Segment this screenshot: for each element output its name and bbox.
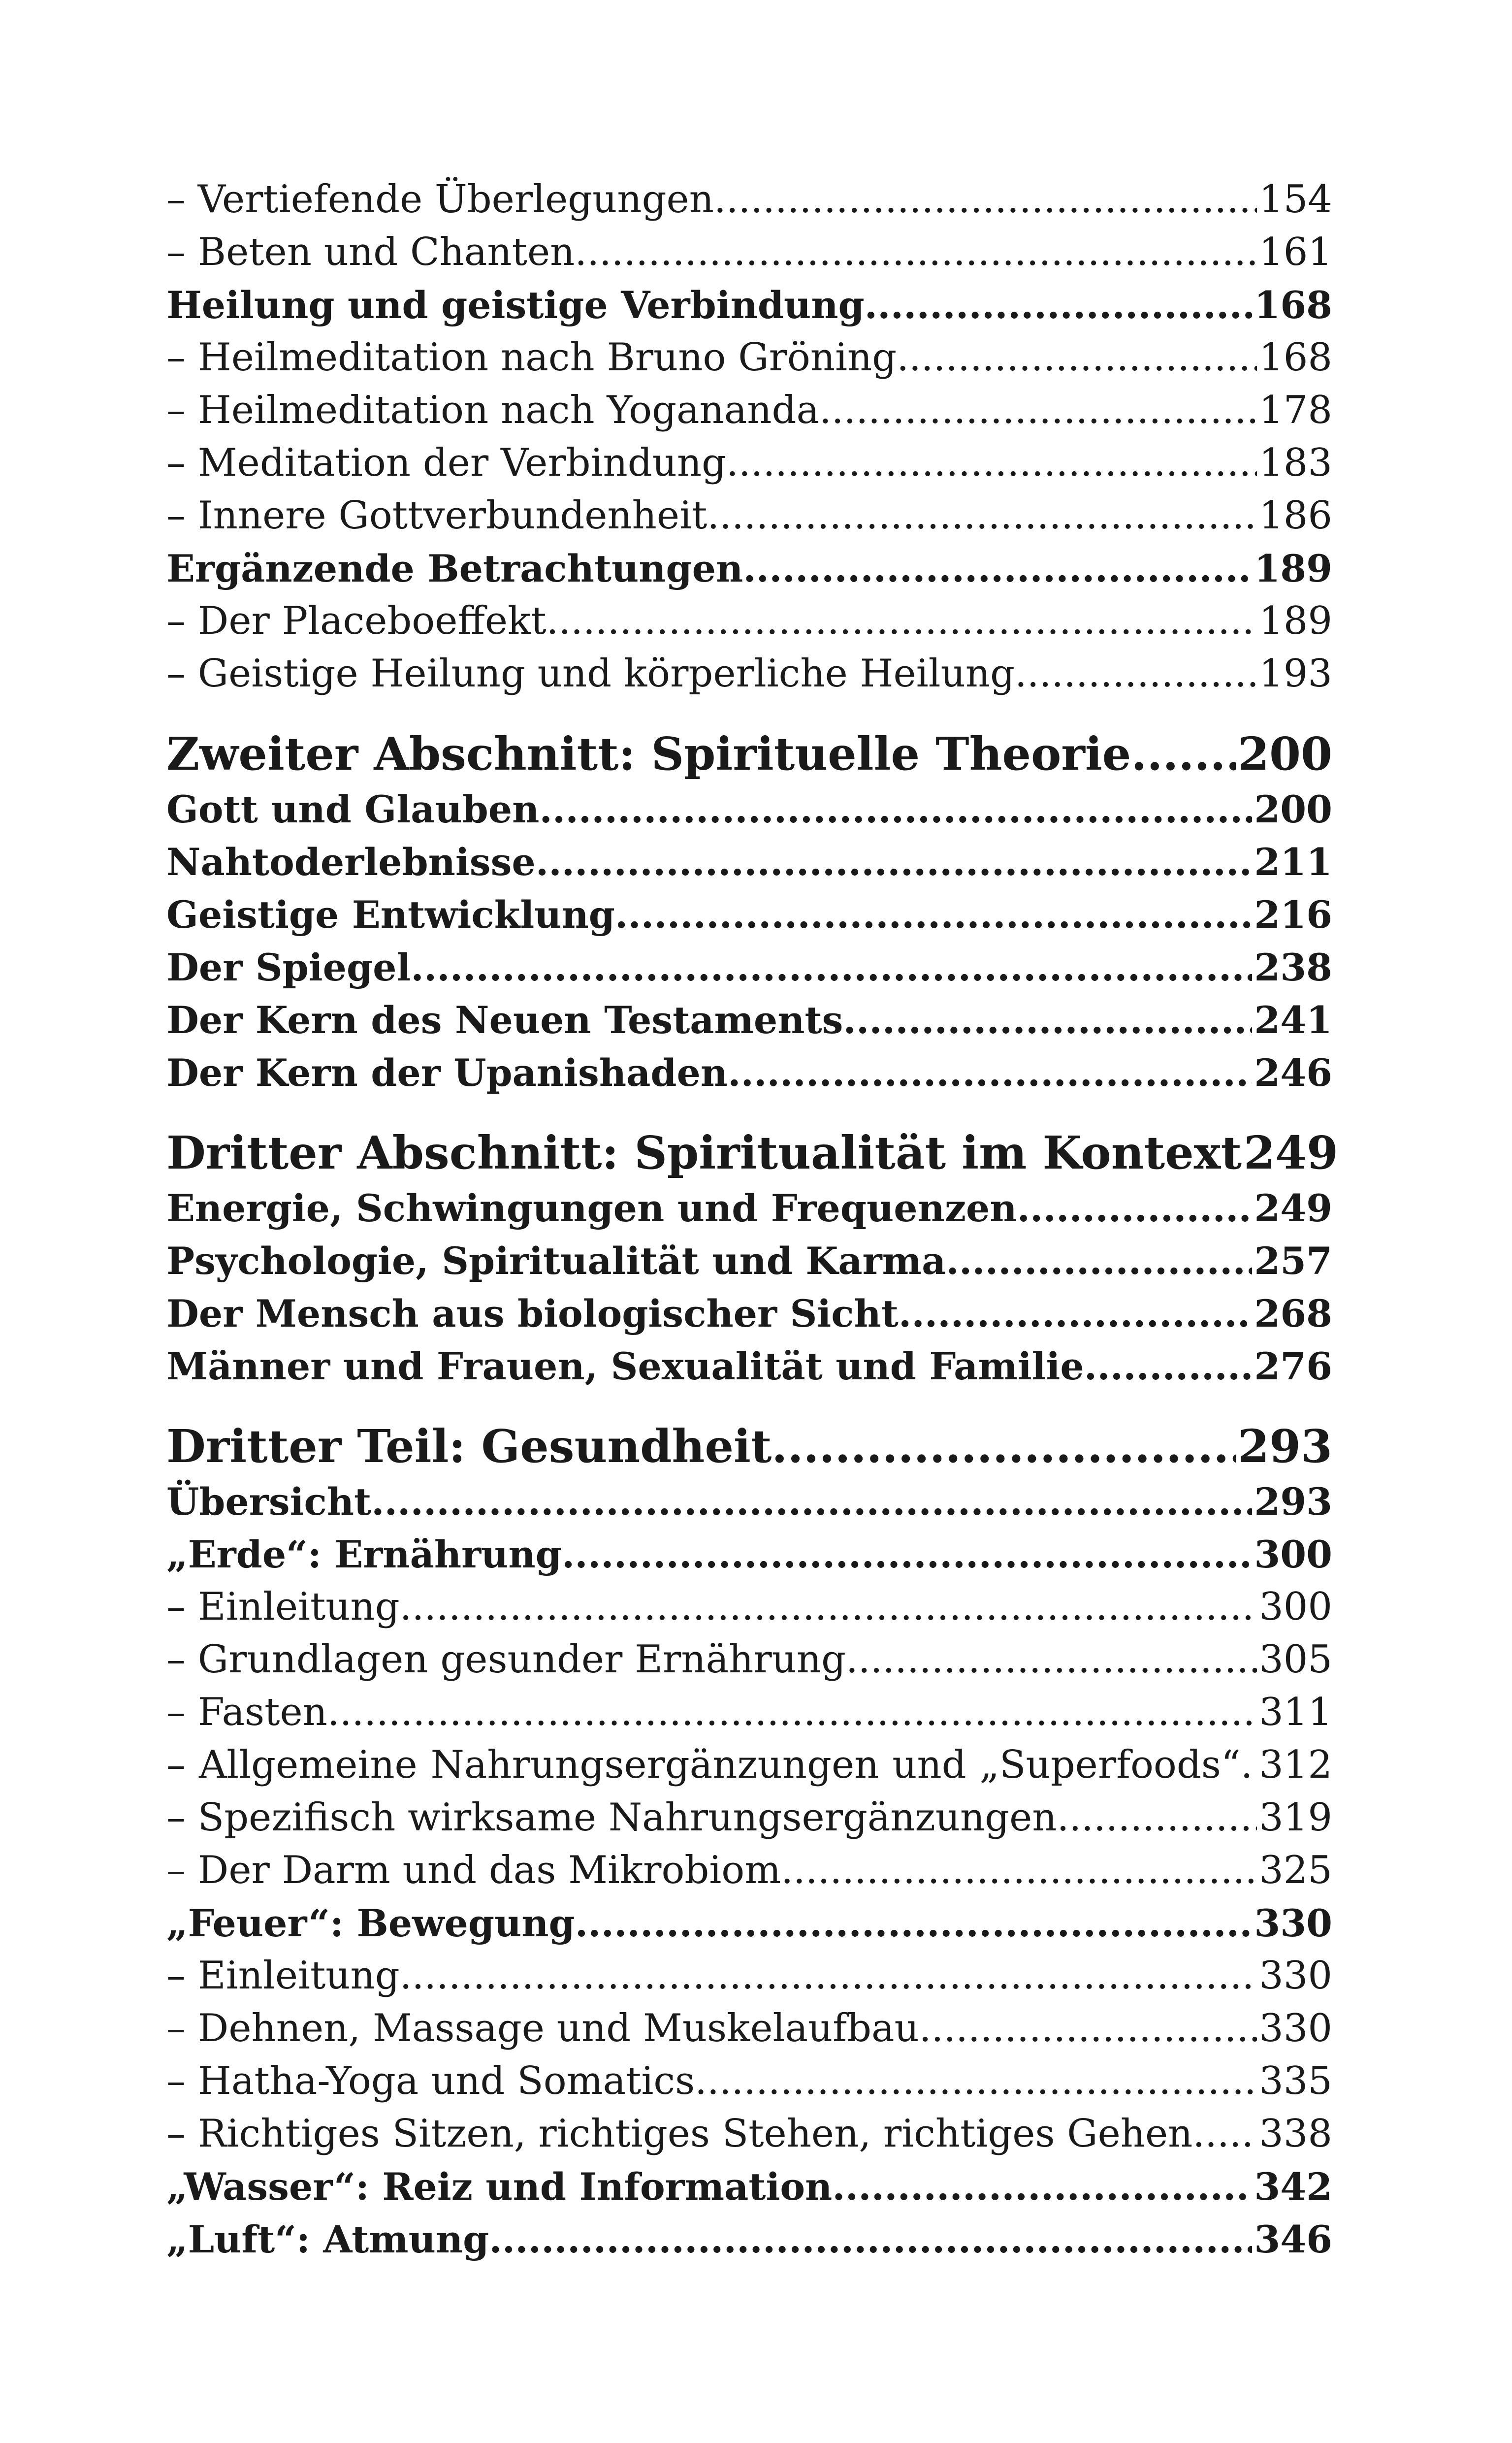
toc-entry-title: Heilung und geistige Verbindung <box>166 283 865 327</box>
dot-leader <box>714 173 1257 226</box>
dot-leader <box>400 1950 1257 2002</box>
toc-entry-chapter <box>166 1287 1332 1340</box>
toc-entry-page-number: 276 <box>1254 1344 1332 1388</box>
dot-leader <box>411 941 1252 994</box>
toc-entry-title: „Luft“: Atmung <box>166 2217 489 2261</box>
toc-entry-sub <box>166 1792 1332 1844</box>
toc-entry-page-number: 168 <box>1259 335 1332 380</box>
toc-entry-title: – Allgemeine Nahrungsergänzungen und „Superfoods“. <box>166 1743 1253 1787</box>
toc-entry-title: – Einleitung <box>166 1954 400 1998</box>
toc-entry-page-number: 312 <box>1259 1743 1332 1787</box>
toc-entry-page-number: 189 <box>1254 547 1332 590</box>
toc-entry-sub <box>166 1844 1332 1897</box>
toc-entry-chapter <box>166 783 1332 836</box>
toc-entry-sub <box>166 437 1332 489</box>
toc-entry-title: Psychologie, Spiritualität und Karma <box>166 1239 946 1283</box>
toc-entry-page-number: 330 <box>1259 1954 1332 1998</box>
toc-entry-page-number: 200 <box>1254 787 1332 831</box>
toc-entry-page-number: 200 <box>1237 727 1332 781</box>
toc-entry-page-number: 154 <box>1259 177 1332 222</box>
toc-entry-chapter <box>166 836 1332 888</box>
toc-entry-section <box>166 1417 1332 1475</box>
dot-leader <box>536 836 1253 888</box>
toc-entry-page-number: 293 <box>1237 1420 1332 1473</box>
toc-entry-sub <box>166 1739 1332 1792</box>
toc-entry-title: Der Kern des Neuen Testaments <box>166 998 843 1042</box>
dot-leader <box>371 1475 1252 1528</box>
dot-leader <box>897 331 1257 384</box>
dot-leader <box>489 2213 1252 2266</box>
toc-entry-page-number: 311 <box>1259 1690 1332 1734</box>
toc-entry-title: Nahtoderlebnisse <box>166 840 536 884</box>
dot-leader <box>695 2055 1257 2108</box>
toc-entry-page-number: 330 <box>1254 1901 1332 1945</box>
dot-leader <box>547 595 1257 648</box>
toc-entry-page-number: 189 <box>1259 599 1332 643</box>
toc-entry-title: – Der Darm und das Mikrobiom <box>166 1848 781 1892</box>
toc-entry-chapter <box>166 542 1332 595</box>
dot-leader <box>562 1528 1253 1581</box>
toc-entry-chapter <box>166 941 1332 994</box>
toc-entry-title: – Fasten <box>166 1690 327 1734</box>
toc-entry-chapter <box>166 279 1332 331</box>
toc-entry-section <box>166 725 1332 783</box>
toc-entry-sub <box>166 384 1332 437</box>
toc-entry-page-number: 178 <box>1259 388 1332 432</box>
dot-leader <box>772 1417 1236 1475</box>
toc-entry-sub <box>166 1686 1332 1739</box>
toc-entry-title: Dritter Teil: Gesundheit <box>166 1420 772 1473</box>
dot-leader <box>728 1046 1252 1099</box>
dot-leader <box>1017 1182 1253 1235</box>
toc-entry-page-number: 325 <box>1259 1848 1332 1892</box>
toc-entry-title: „Erde“: Ernährung <box>166 1532 562 1576</box>
dot-leader <box>1057 1792 1257 1844</box>
dot-leader <box>1192 2108 1257 2160</box>
toc-entry-chapter <box>166 1528 1332 1581</box>
toc-entry-title: Energie, Schwingungen und Frequenzen <box>166 1186 1017 1230</box>
toc-entry-title: Gott und Glauben <box>166 787 540 831</box>
toc-entry-title: – Einleitung <box>166 1585 400 1629</box>
toc-entry-page-number: 342 <box>1254 2165 1332 2209</box>
toc-entry-title: – Geistige Heilung und körperliche Heilung <box>166 651 1015 696</box>
toc-entry-title: Dritter Abschnitt: Spiritualität im Kontext <box>166 1126 1242 1179</box>
toc-entry-sub <box>166 226 1332 279</box>
table-of-contents <box>166 173 1339 2266</box>
toc-entry-page-number: 300 <box>1254 1532 1332 1576</box>
toc-entry-sub <box>166 2108 1332 2160</box>
toc-entry-title: Der Kern der Upanishaden <box>166 1051 728 1095</box>
dot-leader <box>1084 1340 1253 1393</box>
toc-entry-page-number: 161 <box>1259 230 1332 274</box>
dot-leader <box>1131 725 1236 783</box>
toc-entry-title: – Heilmeditation nach Bruno Gröning <box>166 335 897 380</box>
dot-leader <box>1015 648 1257 700</box>
toc-entry-chapter <box>166 1046 1332 1099</box>
toc-entry-title: „Feuer“: Bewegung <box>166 1901 575 1945</box>
toc-entry-page-number: 268 <box>1254 1292 1332 1336</box>
toc-entry-title: Übersicht <box>166 1480 372 1524</box>
dot-leader <box>575 1897 1253 1950</box>
toc-entry-page-number: 305 <box>1259 1637 1332 1682</box>
toc-entry-title: – Vertiefende Überlegungen <box>166 177 714 222</box>
dot-leader <box>400 1581 1257 1633</box>
dot-leader <box>899 1287 1252 1340</box>
toc-entry-page-number: 241 <box>1254 998 1332 1042</box>
toc-entry-page-number: 338 <box>1259 2112 1332 2156</box>
toc-entry-page-number: 257 <box>1254 1239 1332 1283</box>
toc-entry-sub <box>166 648 1332 700</box>
toc-entry-title: Zweiter Abschnitt: Spirituelle Theorie <box>166 727 1131 781</box>
toc-entry-page-number: 249 <box>1244 1126 1339 1179</box>
dot-leader <box>327 1686 1257 1739</box>
toc-entry-chapter <box>166 1475 1332 1528</box>
toc-entry-sub <box>166 1581 1332 1633</box>
toc-entry-page-number: 300 <box>1259 1585 1332 1629</box>
toc-entry-title: Der Mensch aus biologischer Sicht <box>166 1292 899 1336</box>
toc-entry-chapter <box>166 888 1332 941</box>
toc-entry-title: Männer und Frauen, Sexualität und Familie <box>166 1344 1084 1388</box>
toc-entry-chapter <box>166 2213 1332 2266</box>
dot-leader <box>615 888 1252 941</box>
dot-leader <box>919 2002 1257 2055</box>
toc-entry-page-number: 249 <box>1254 1186 1332 1230</box>
toc-entry-title: „Wasser“: Reiz und Information <box>166 2165 833 2209</box>
toc-entry-title: – Heilmeditation nach Yogananda <box>166 388 819 432</box>
dot-leader <box>819 384 1257 437</box>
toc-entry-chapter <box>166 2160 1332 2213</box>
toc-entry-page-number: 238 <box>1254 945 1332 989</box>
dot-leader <box>539 783 1252 836</box>
dot-leader <box>781 1844 1257 1897</box>
toc-entry-page-number: 293 <box>1254 1480 1332 1524</box>
toc-entry-section <box>166 1124 1339 1182</box>
dot-leader <box>707 489 1257 542</box>
toc-entry-page-number: 346 <box>1254 2217 1332 2261</box>
toc-entry-chapter <box>166 1897 1332 1950</box>
toc-entry-page-number: 186 <box>1259 493 1332 538</box>
toc-entry-chapter <box>166 1235 1332 1287</box>
toc-entry-title: – Dehnen, Massage und Muskelaufbau <box>166 2006 919 2051</box>
toc-entry-title: Ergänzende Betrachtungen <box>166 547 743 590</box>
toc-entry-page-number: 319 <box>1259 1795 1332 1840</box>
dot-leader <box>832 2160 1252 2213</box>
toc-entry-page-number: 211 <box>1254 840 1332 884</box>
toc-entry-page-number: 168 <box>1254 283 1332 327</box>
toc-entry-sub <box>166 595 1332 648</box>
toc-entry-sub <box>166 489 1332 542</box>
toc-entry-title: Geistige Entwicklung <box>166 893 615 937</box>
toc-entry-sub <box>166 173 1332 226</box>
toc-entry-chapter <box>166 1182 1332 1235</box>
toc-entry-page-number: 193 <box>1259 651 1332 696</box>
dot-leader <box>726 437 1257 489</box>
toc-entry-sub <box>166 331 1332 384</box>
dot-leader <box>946 1235 1252 1287</box>
toc-entry-title: – Beten und Chanten <box>166 230 575 274</box>
dot-leader <box>843 994 1252 1046</box>
toc-entry-chapter <box>166 994 1332 1046</box>
toc-entry-page-number: 183 <box>1259 441 1332 485</box>
toc-entry-page-number: 330 <box>1259 2006 1332 2051</box>
toc-entry-sub <box>166 1950 1332 2002</box>
toc-entry-title: – Der Placeboeffekt <box>166 599 547 643</box>
toc-entry-sub <box>166 1633 1332 1686</box>
toc-entry-sub <box>166 2055 1332 2108</box>
toc-entry-title: – Meditation der Verbindung <box>166 441 727 485</box>
toc-entry-title: – Hatha-Yoga und Somatics <box>166 2059 695 2103</box>
toc-entry-title: – Grundlagen gesunder Ernährung <box>166 1637 846 1682</box>
toc-entry-page-number: 335 <box>1259 2059 1332 2103</box>
toc-entry-sub <box>166 2002 1332 2055</box>
dot-leader <box>743 542 1252 595</box>
toc-entry-chapter <box>166 1340 1332 1393</box>
toc-entry-page-number: 216 <box>1254 893 1332 937</box>
toc-entry-page-number: 246 <box>1254 1051 1332 1095</box>
dot-leader <box>846 1633 1257 1686</box>
toc-entry-title: – Spezifisch wirksame Nahrungsergänzungen <box>166 1795 1057 1840</box>
dot-leader <box>865 279 1253 331</box>
toc-entry-title: – Innere Gottverbundenheit <box>166 493 708 538</box>
dot-leader <box>575 226 1257 279</box>
toc-entry-title: Der Spiegel <box>166 945 411 989</box>
toc-entry-title: – Richtiges Sitzen, richtiges Stehen, richtiges Gehen <box>166 2112 1193 2156</box>
